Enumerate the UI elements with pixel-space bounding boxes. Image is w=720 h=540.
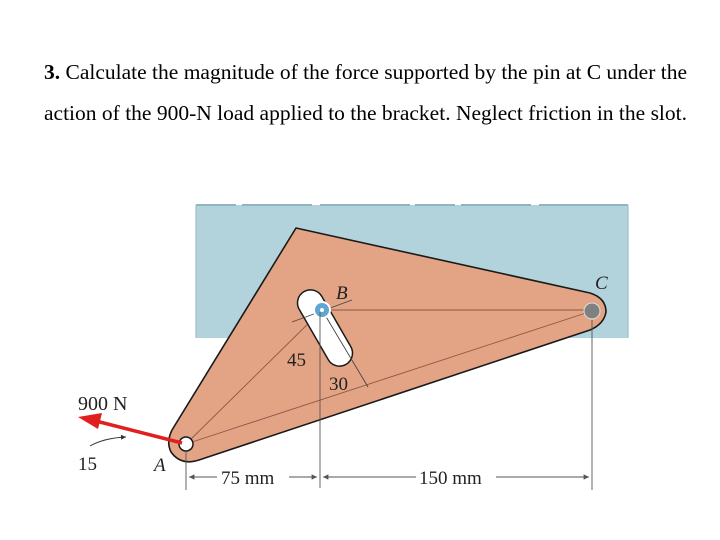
label-load-angle: 15 bbox=[78, 454, 97, 475]
label-load: 900 N bbox=[78, 393, 128, 415]
label-angle-45: 45 bbox=[287, 350, 306, 371]
label-b: B bbox=[336, 283, 348, 304]
problem-number: 3. bbox=[44, 60, 61, 84]
label-dim-150: 150 mm bbox=[419, 468, 482, 489]
pin-c bbox=[584, 303, 600, 319]
label-a: A bbox=[154, 455, 166, 476]
label-angle-30: 30 bbox=[329, 374, 348, 395]
load-angle-arc bbox=[90, 437, 126, 446]
problem-text: Calculate the magnitude of the force supported by the pin at C under the action of the 900-N load applied to the bracket. Neglect friction in the slot. bbox=[44, 60, 688, 125]
label-c: C bbox=[595, 273, 608, 294]
load-arrow-head bbox=[78, 413, 102, 429]
label-dim-75: 75 mm bbox=[221, 468, 275, 489]
pin-b-center bbox=[320, 308, 324, 312]
